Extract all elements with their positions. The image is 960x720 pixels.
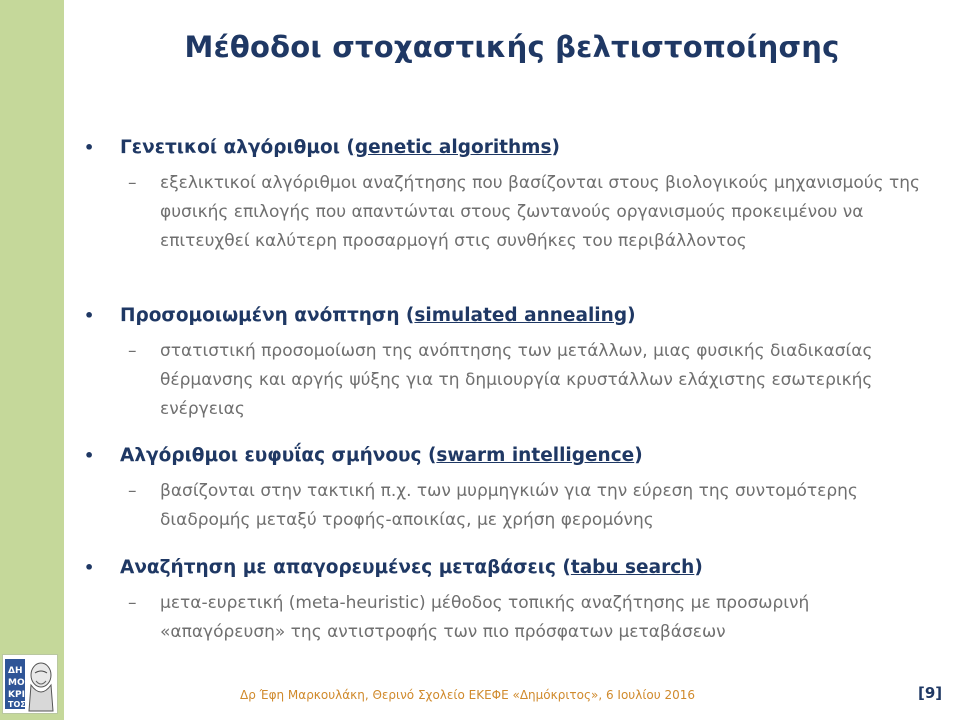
- bullet-marker: •: [84, 446, 95, 465]
- svg-text:ΚΡΙ: ΚΡΙ: [8, 690, 25, 700]
- bullet-heading: [84, 134, 924, 161]
- sub-description: [84, 477, 930, 535]
- list-item: [84, 302, 924, 442]
- heading-text: Προσομοιωμένη ανόπτηση (: [120, 305, 415, 326]
- term-link[interactable]: simulated annealing: [414, 305, 628, 326]
- dash-marker: –: [128, 173, 137, 193]
- sub-description: [84, 169, 930, 256]
- footer-credit: Δρ Έφη Μαρκουλάκη, Θερινό Σχολείο ΕΚΕΦΕ «Δημόκριτος», 6 Ιουλίου 2016: [240, 688, 696, 702]
- svg-text:ΜΟ: ΜΟ: [8, 678, 25, 688]
- bullet-marker: •: [84, 306, 95, 325]
- term-link[interactable]: swarm intelligence: [436, 445, 635, 466]
- dash-marker: –: [128, 481, 137, 501]
- slide-title: Μέθοδοι στοχαστικής βελτιστοποίησης: [184, 30, 840, 64]
- heading-close: ): [634, 445, 643, 466]
- page-number: [9]: [918, 684, 943, 702]
- description-text: στατιστική προσομοίωση της ανόπτησης των μετάλλων, μιας φυσικής διαδικασίας θέρμανσης και αργής ψύξης για τη δημιουργία κρυστάλλων ελάχιστης εσωτερικής ενέργειας: [160, 341, 873, 419]
- bullet-marker: •: [84, 558, 95, 577]
- list-item: [84, 554, 924, 647]
- sub-description: [84, 589, 930, 647]
- dash-marker: –: [128, 593, 137, 613]
- description-text: εξελικτικοί αλγόριθμοι αναζήτησης που βασίζονται στους βιολογικούς μηχανισμούς της φυσικής επιλογής που απαντώνται στους ζωντανούς οργανισμούς προκειμένου να επιτευχθεί καλύτερη προσαρμογή στις συνθήκες του περιβάλλοντος: [160, 173, 920, 251]
- bullet-heading: [84, 442, 924, 469]
- list-item: [84, 134, 924, 302]
- bullet-heading: [84, 554, 924, 581]
- description-text: βασίζονται στην τακτική π.χ. των μυρμηγκιών για την εύρεση της συντομότερης διαδρομής μεταξύ τροφής-αποικίας, με χρήση φερομόνης: [160, 481, 858, 530]
- term-link[interactable]: genetic algorithms: [354, 137, 552, 158]
- heading-close: ): [627, 305, 636, 326]
- svg-text:ΔΗ: ΔΗ: [8, 666, 23, 676]
- svg-text:ΤΟΣ: ΤΟΣ: [8, 700, 26, 709]
- democritus-logo: [2, 654, 58, 714]
- term-link[interactable]: tabu search: [570, 557, 695, 578]
- bullet-list: [84, 134, 924, 647]
- left-accent-bar: [0, 0, 64, 720]
- heading-text: Γενετικοί αλγόριθμοι (: [120, 137, 355, 158]
- list-item: [84, 442, 924, 554]
- heading-close: ): [694, 557, 703, 578]
- description-text: μετα-ευρετική (meta-heuristic) μέθοδος τοπικής αναζήτησης με προσωρινή «απαγόρευση» της αντιστροφής των πιο πρόσφατων μεταβάσεων: [160, 593, 810, 642]
- sub-description: [84, 337, 930, 424]
- bullet-marker: •: [84, 138, 95, 157]
- dash-marker: –: [128, 341, 137, 361]
- heading-text: Αναζήτηση με απαγορευμένες μεταβάσεις (: [120, 557, 571, 578]
- heading-close: ): [551, 137, 560, 158]
- heading-text: Αλγόριθμοι ευφυΐας σμήνους (: [120, 445, 437, 466]
- bullet-heading: [84, 302, 924, 329]
